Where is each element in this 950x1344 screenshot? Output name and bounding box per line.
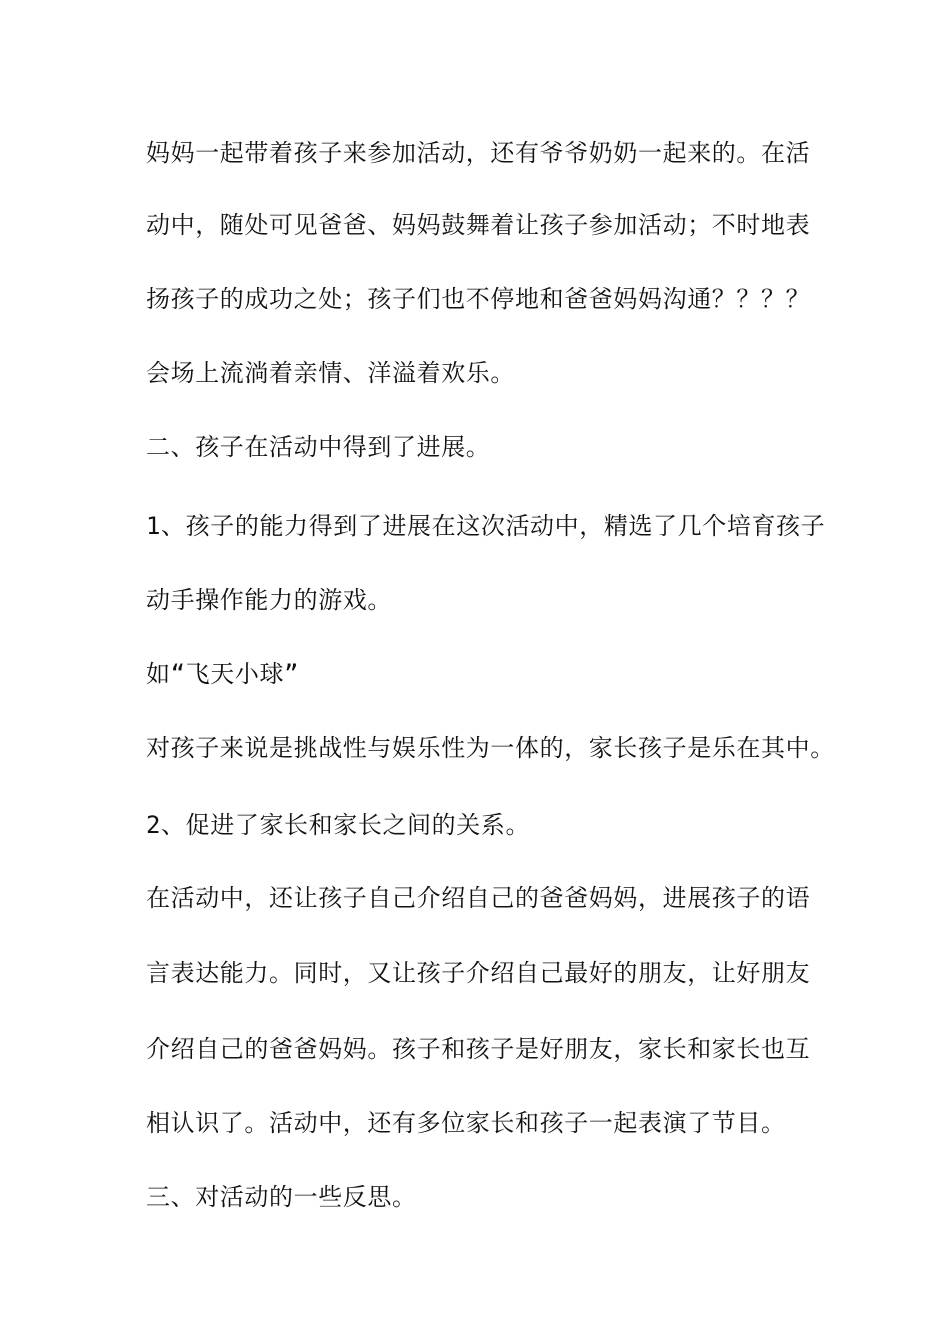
text-line: 动手操作能力的游戏。 [146,586,392,614]
text-line: 对孩子来说是挑战性与娱乐性为一体的，家长孩子是乐在其中。 [146,734,835,762]
text-line: 相认识了。活动中，还有多位家长和孩子一起表演了节目。 [146,1109,786,1137]
section-heading: 二、孩子在活动中得到了进展。 [146,433,491,461]
text-line: 动中，随处可见爸爸、妈妈鼓舞着让孩子参加活动；不时地表 [146,211,811,239]
text-line: 扬孩子的成功之处；孩子们也不停地和爸爸妈妈沟通？？？？ [146,285,811,313]
subsection-heading: 2、促进了家长和家长之间的关系。 [146,811,531,839]
text-line: 如“飞天小球” [146,660,300,688]
text-line: 妈妈一起带着孩子来参加活动，还有爷爷奶奶一起来的。在活 [146,139,811,167]
text-line: 在活动中，还让孩子自己介绍自己的爸爸妈妈，进展孩子的语 [146,884,811,912]
text-line: 言表达能力。同时，又让孩子介绍自己最好的朋友，让好朋友 [146,959,811,987]
text-line: 介绍自己的爸爸妈妈。孩子和孩子是好朋友，家长和家长也互 [146,1035,811,1063]
text-line: 会场上流淌着亲情、洋溢着欢乐。 [146,359,515,387]
text-line: 1、孩子的能力得到了进展在这次活动中，精选了几个培育孩子 [146,512,826,540]
section-heading: 三、对活动的一些反思。 [146,1183,417,1211]
